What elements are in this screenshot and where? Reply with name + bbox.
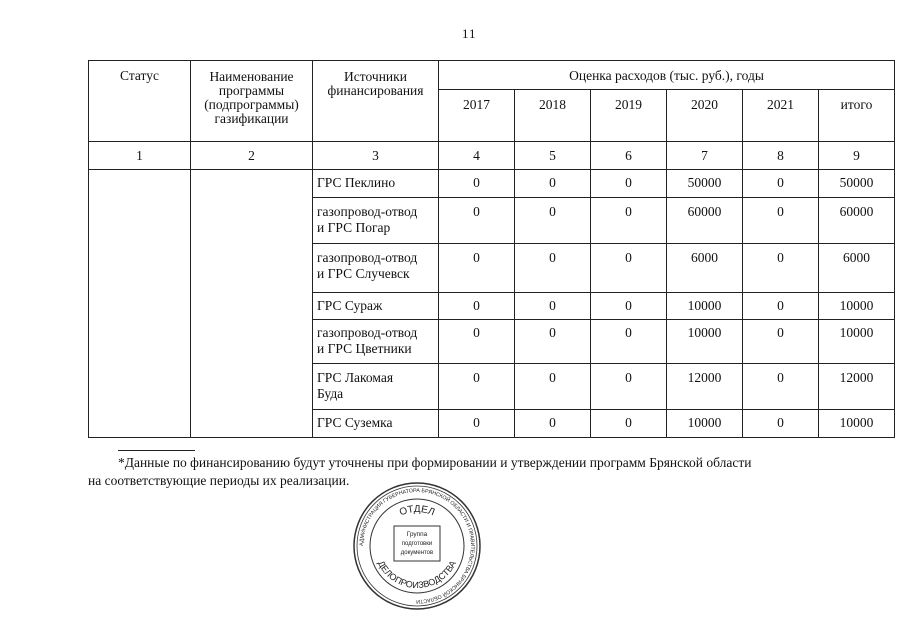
column-number: 1 — [89, 142, 191, 170]
source-name: ГРС Пеклино — [317, 175, 396, 190]
header-total: итого — [819, 90, 895, 142]
stamp-outer-text: АДМИНИСТРАЦИЯ ГУБЕРНАТОРА БРЯНСКОЙ ОБЛАСТИ И ПРАВИТЕЛЬСТВА БРЯНСКОЙ ОБЛАСТИ — [358, 487, 476, 605]
value-cell: 0 — [515, 364, 591, 410]
footnote-line: *Данные по финансированию будут уточнены при формировании и утверждении программ Брянской области — [118, 455, 752, 470]
column-number: 9 — [819, 142, 895, 170]
value-cell: 0 — [743, 320, 819, 364]
value-cell: 10000 — [819, 320, 895, 364]
stamp-center-line: документов — [400, 550, 434, 556]
value-cell: 0 — [439, 244, 515, 293]
column-number: 7 — [667, 142, 743, 170]
value-cell: 0 — [591, 293, 667, 320]
value-cell: 0 — [591, 198, 667, 244]
value-cell: 10000 — [667, 293, 743, 320]
program-cell — [191, 170, 313, 438]
value-cell: 12000 — [667, 364, 743, 410]
value-cell: 10000 — [819, 410, 895, 438]
value-cell: 0 — [439, 320, 515, 364]
column-number: 8 — [743, 142, 819, 170]
value-cell: 0 — [743, 364, 819, 410]
header-year: 2020 — [667, 90, 743, 142]
value-cell: 60000 — [667, 198, 743, 244]
header-year: 2018 — [515, 90, 591, 142]
column-number: 4 — [439, 142, 515, 170]
value-cell: 0 — [591, 364, 667, 410]
source-name: Буда — [317, 386, 344, 401]
value-cell: 0 — [591, 170, 667, 198]
stamp-center-line: Группа — [406, 531, 428, 538]
value-cell: 50000 — [819, 170, 895, 198]
value-cell: 0 — [515, 170, 591, 198]
source-name: газопровод-отвод — [317, 325, 418, 340]
column-number: 5 — [515, 142, 591, 170]
source-name: и ГРС Погар — [317, 220, 391, 235]
value-cell: 0 — [743, 410, 819, 438]
source-name: ГРС Суземка — [317, 415, 393, 430]
value-cell: 6000 — [819, 244, 895, 293]
value-cell: 0 — [439, 170, 515, 198]
stamp-center-line: подготовки — [401, 541, 433, 547]
value-cell: 0 — [439, 198, 515, 244]
value-cell: 0 — [439, 293, 515, 320]
financing-table — [88, 60, 895, 438]
table-row — [89, 170, 895, 198]
source-name: ГРС Лакомая — [317, 370, 394, 385]
value-cell: 10000 — [819, 293, 895, 320]
page-number: 11 — [462, 26, 477, 41]
header-sources: Источники финансирования — [313, 61, 439, 142]
footnote-divider — [118, 450, 195, 451]
source-name: ГРС Сураж — [317, 298, 383, 313]
header-year: 2017 — [439, 90, 515, 142]
value-cell: 0 — [439, 410, 515, 438]
header-estimate: Оценка расходов (тыс. руб.), годы — [439, 61, 895, 90]
value-cell: 0 — [515, 410, 591, 438]
value-cell: 0 — [591, 320, 667, 364]
header-status: Статус — [89, 61, 191, 142]
header-program: Наименование программы (подпрограммы) газификации — [191, 61, 313, 142]
value-cell: 0 — [515, 244, 591, 293]
column-number: 2 — [191, 142, 313, 170]
value-cell: 0 — [743, 293, 819, 320]
column-number: 3 — [313, 142, 439, 170]
value-cell: 0 — [439, 364, 515, 410]
source-name: газопровод-отвод — [317, 250, 418, 265]
value-cell: 0 — [743, 198, 819, 244]
value-cell: 0 — [515, 320, 591, 364]
stamp-bottom-text: ДЕЛОПРОИЗВОДСТВА — [375, 558, 459, 591]
office-stamp — [352, 481, 482, 611]
value-cell: 50000 — [667, 170, 743, 198]
status-cell — [89, 170, 191, 438]
value-cell: 6000 — [667, 244, 743, 293]
value-cell: 12000 — [819, 364, 895, 410]
column-number: 6 — [591, 142, 667, 170]
source-name: газопровод-отвод — [317, 204, 418, 219]
header-year: 2021 — [743, 90, 819, 142]
value-cell: 60000 — [819, 198, 895, 244]
value-cell: 0 — [743, 170, 819, 198]
value-cell: 10000 — [667, 410, 743, 438]
header-year: 2019 — [591, 90, 667, 142]
stamp-top-text: ОТДЕЛ — [397, 503, 437, 519]
value-cell: 0 — [591, 244, 667, 293]
footnote-line: на соответствующие периоды их реализации. — [88, 473, 350, 488]
source-name: и ГРС Случевск — [317, 266, 410, 281]
source-name: и ГРС Цветники — [317, 341, 412, 356]
value-cell: 10000 — [667, 320, 743, 364]
value-cell: 0 — [515, 293, 591, 320]
value-cell: 0 — [515, 198, 591, 244]
value-cell: 0 — [591, 410, 667, 438]
value-cell: 0 — [743, 244, 819, 293]
